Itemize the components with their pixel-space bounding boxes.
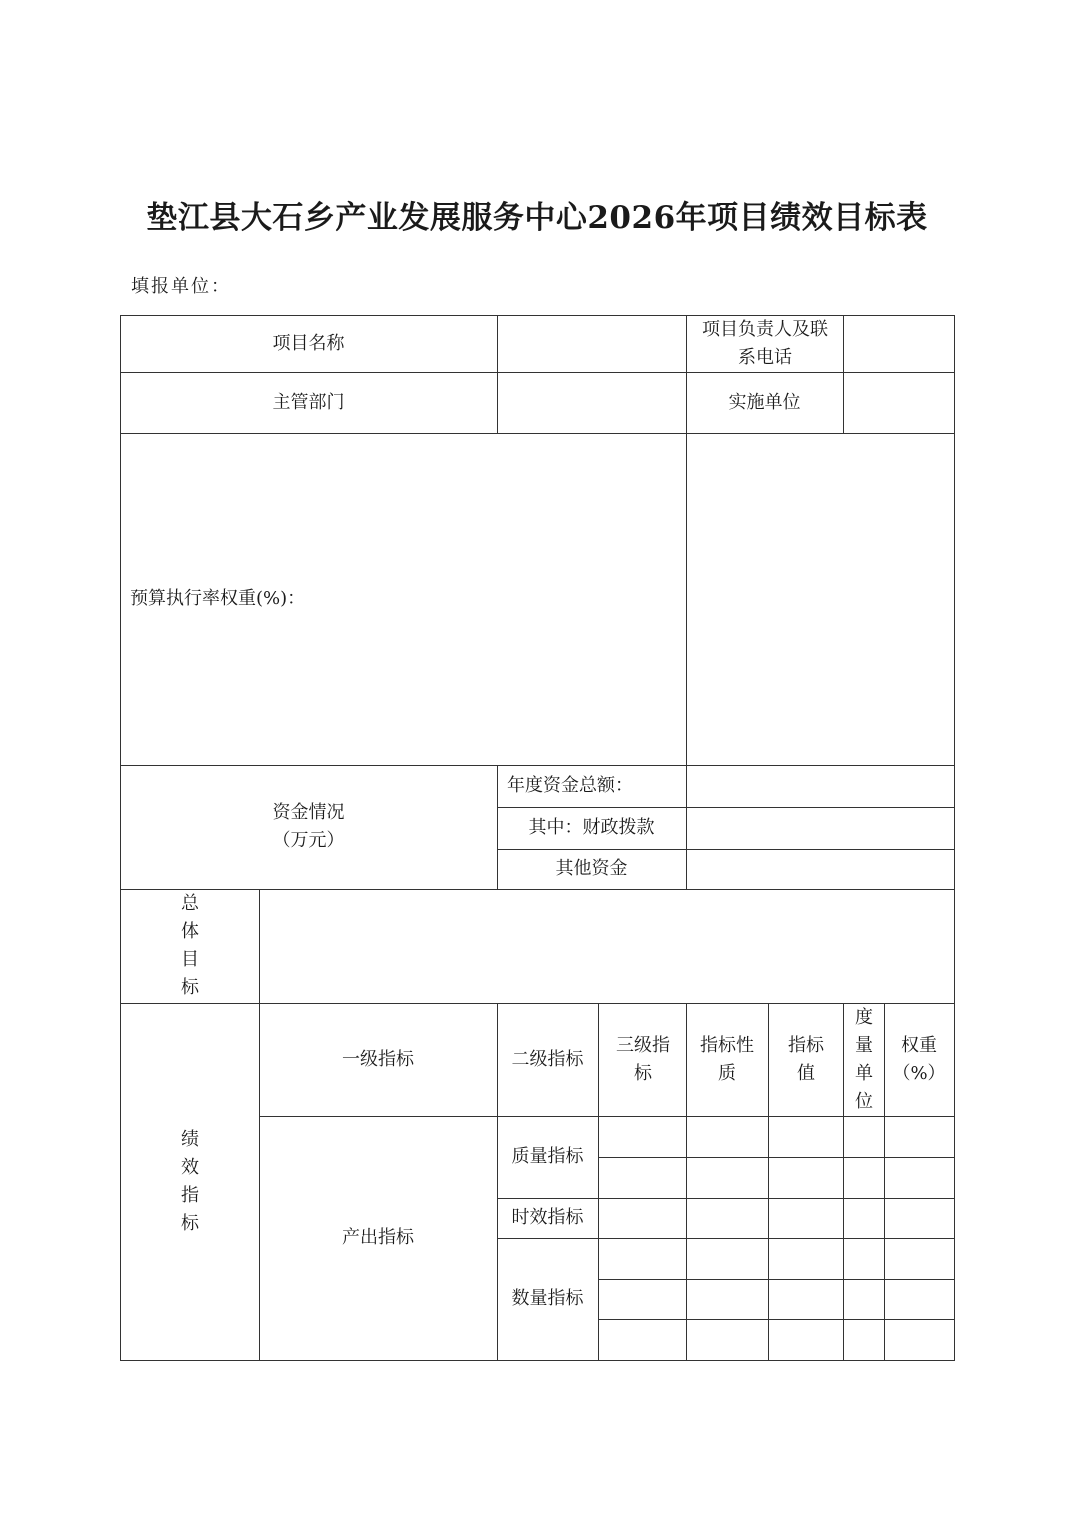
- header-weight: 权重（%）: [892, 1034, 946, 1084]
- time-indicator-label: 时效指标: [511, 1207, 584, 1228]
- contact-value[interactable]: [843, 315, 954, 372]
- overall-goal-label: 总体目标: [181, 893, 199, 998]
- other-funds-label: 其他资金: [555, 858, 628, 879]
- header-value: 指标值: [788, 1034, 824, 1084]
- grid-line: [598, 1319, 955, 1320]
- performance-label: 绩效指标: [181, 1128, 199, 1234]
- quantity-indicator-label: 数量指标: [511, 1288, 584, 1309]
- fiscal-label: 其中：财政拨款: [528, 817, 655, 838]
- department-value[interactable]: [497, 372, 686, 433]
- overall-goal-value[interactable]: [259, 889, 954, 1003]
- department-label: 主管部门: [272, 391, 345, 413]
- header-nature: 指标性质: [700, 1034, 754, 1084]
- grid-line: [768, 1003, 769, 1361]
- grid-line: [884, 1003, 885, 1361]
- contact-label: 项目负责人及联系电话: [702, 318, 828, 368]
- header-level1: 一级指标: [342, 1048, 414, 1070]
- grid-line: [598, 1003, 599, 1361]
- implementer-label: 实施单位: [728, 391, 801, 413]
- grid-line: [843, 1003, 844, 1361]
- fiscal-value[interactable]: [686, 807, 954, 849]
- budget-rate-label: 预算执行率权重(%)：: [130, 588, 306, 609]
- project-name-value[interactable]: [497, 315, 686, 372]
- grid-line: [598, 1157, 955, 1158]
- annual-total-label: 年度资金总额：: [507, 775, 633, 796]
- grid-line: [598, 1279, 955, 1280]
- funds-label: 资金情况: [272, 802, 345, 823]
- grid-line: [120, 1360, 955, 1361]
- header-level3: 三级指标: [616, 1034, 670, 1084]
- project-name-label: 项目名称: [272, 332, 345, 354]
- annual-total-value[interactable]: [686, 765, 954, 807]
- fill-unit-label: 填报单位：: [131, 276, 231, 297]
- page-title: 垫江县大石乡产业发展服务中心2026年项目绩效目标表: [146, 200, 928, 236]
- grid-line: [686, 1003, 687, 1361]
- funds-unit: （万元）: [272, 830, 345, 851]
- grid-line: [954, 315, 955, 1361]
- quality-indicator-label: 质量指标: [511, 1146, 584, 1167]
- budget-rate-right[interactable]: [686, 433, 954, 765]
- funds-label-cell: [120, 785, 497, 869]
- implementer-value[interactable]: [843, 372, 954, 433]
- header-level2: 二级指标: [511, 1048, 584, 1070]
- output-indicator-label: 产出指标: [342, 1227, 414, 1248]
- header-unit: 度量单位: [855, 1006, 873, 1112]
- other-funds-value[interactable]: [686, 849, 954, 889]
